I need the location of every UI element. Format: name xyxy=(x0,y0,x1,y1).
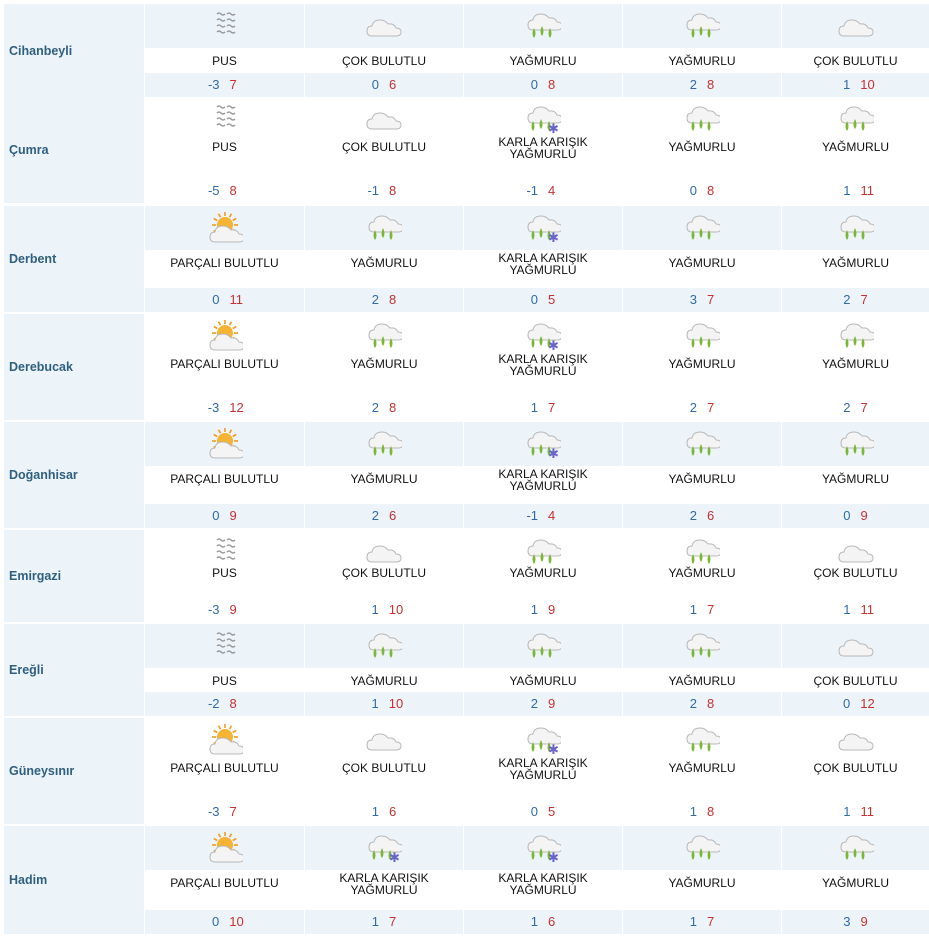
forecast-cell xyxy=(623,97,781,203)
max-temp: 6 xyxy=(548,914,556,929)
rain-icon xyxy=(525,536,561,568)
temperature-range xyxy=(464,77,622,92)
min-temp: -1 xyxy=(367,183,379,198)
temperature-range xyxy=(623,696,781,711)
temperature-range xyxy=(782,914,929,929)
forecast-cell xyxy=(305,530,463,622)
temperature-range xyxy=(782,183,929,198)
temperature-range xyxy=(782,696,929,711)
cloud-icon xyxy=(366,724,402,756)
min-temp: 3 xyxy=(689,292,697,307)
forecast-cell xyxy=(305,718,463,824)
rain-icon xyxy=(684,630,720,662)
max-temp: 10 xyxy=(229,914,244,929)
forecast-cell xyxy=(623,624,781,716)
rain-icon xyxy=(838,428,874,460)
condition-label: PUS xyxy=(212,674,237,688)
condition-label: YAĞMURLU xyxy=(668,54,736,68)
temperature-range xyxy=(782,602,929,617)
forecast-cell xyxy=(464,530,622,622)
condition-label: PUS xyxy=(212,566,237,580)
min-temp: 1 xyxy=(530,400,538,415)
svg-text:✱: ✱ xyxy=(548,447,559,460)
cloud-icon xyxy=(366,10,402,42)
condition-label: YAĞMURLU xyxy=(668,357,736,371)
forecast-cell xyxy=(145,530,304,622)
forecast-cell xyxy=(464,826,622,934)
condition-label: PARÇALI BULUTLU xyxy=(170,761,279,775)
max-temp: 7 xyxy=(389,914,397,929)
forecast-cell xyxy=(623,530,781,622)
temperature-range xyxy=(305,602,463,617)
forecast-cell xyxy=(145,826,304,934)
sleet-icon xyxy=(525,103,561,135)
min-temp: -1 xyxy=(526,508,538,523)
rain-icon xyxy=(684,536,720,568)
cloud-icon xyxy=(838,10,874,42)
temperature-range xyxy=(782,508,929,523)
min-temp: 3 xyxy=(843,914,851,929)
condition-label: PARÇALI BULUTLU xyxy=(170,876,279,890)
min-temp: 2 xyxy=(843,400,851,415)
condition-label: PARÇALI BULUTLU xyxy=(170,357,279,371)
min-temp: 1 xyxy=(689,804,697,819)
max-temp: 7 xyxy=(548,400,556,415)
sleet-icon xyxy=(525,832,561,864)
rain-icon xyxy=(684,724,720,756)
svg-text:✱: ✱ xyxy=(548,231,559,244)
max-temp: 9 xyxy=(548,602,556,617)
min-temp: -3 xyxy=(207,400,220,415)
condition-label: YAĞMURLU xyxy=(509,566,577,580)
temperature-range xyxy=(782,400,929,415)
cloud-icon xyxy=(838,630,874,662)
forecast-cell xyxy=(623,314,781,420)
fog-icon xyxy=(207,536,243,568)
min-temp: 1 xyxy=(371,914,379,929)
condition-label: ÇOK BULUTLU xyxy=(813,566,898,580)
max-temp: 10 xyxy=(388,602,404,617)
temperature-range xyxy=(464,183,622,198)
partly-cloudy-icon xyxy=(207,212,243,244)
max-temp: 7 xyxy=(707,292,715,307)
rain-icon xyxy=(684,428,720,460)
condition-label: ÇOK BULUTLU xyxy=(341,140,427,154)
temperature-range xyxy=(464,696,622,711)
min-temp: 2 xyxy=(843,292,851,307)
min-temp: 0 xyxy=(843,508,851,523)
condition-label: ÇOK BULUTLU xyxy=(341,566,427,580)
min-temp: 0 xyxy=(530,804,538,819)
forecast-cell xyxy=(145,624,304,716)
temperature-range xyxy=(305,292,463,307)
partly-cloudy-icon xyxy=(207,832,243,864)
forecast-cell xyxy=(305,4,463,97)
forecast-cell xyxy=(782,97,929,203)
max-temp: 5 xyxy=(548,292,556,307)
forecast-cell xyxy=(305,314,463,420)
forecast-cell xyxy=(782,206,929,312)
min-temp: 1 xyxy=(371,602,379,617)
svg-text:✱: ✱ xyxy=(548,339,559,352)
min-temp: 1 xyxy=(843,804,851,819)
condition-label: ÇOK BULUTLU xyxy=(341,761,427,775)
min-temp: 1 xyxy=(371,696,379,711)
temperature-range xyxy=(464,292,622,307)
forecast-cell xyxy=(782,4,929,97)
condition-label: YAĞMURLU xyxy=(668,876,736,890)
sleet-icon xyxy=(525,724,561,756)
max-temp: 12 xyxy=(860,696,875,711)
forecast-cell xyxy=(464,4,622,97)
min-temp: 2 xyxy=(689,400,697,415)
condition-label: YAĞMURLU xyxy=(668,674,736,688)
condition-label: ÇOK BULUTLU xyxy=(341,54,427,68)
forecast-cell xyxy=(782,718,929,824)
min-temp: 0 xyxy=(212,508,220,523)
max-temp: 10 xyxy=(388,696,404,711)
forecast-cell xyxy=(782,422,929,528)
cloud-icon xyxy=(366,103,402,135)
temperature-range xyxy=(145,183,304,198)
max-temp: 4 xyxy=(548,508,556,523)
temperature-range xyxy=(305,696,463,711)
forecast-cell xyxy=(305,206,463,312)
temperature-range xyxy=(145,508,304,523)
cloud-icon xyxy=(366,536,402,568)
min-temp: 1 xyxy=(689,914,697,929)
min-temp: 2 xyxy=(689,508,697,523)
condition-label: YAĞMURLU xyxy=(668,472,736,486)
condition-label: YAĞMURLU xyxy=(668,256,736,270)
temperature-range xyxy=(464,602,622,617)
condition-label: KARLA KARIŞIK YAĞMURLU xyxy=(498,135,588,161)
rain-icon xyxy=(838,832,874,864)
min-temp: 0 xyxy=(212,914,220,929)
max-temp: 6 xyxy=(389,77,397,92)
rain-icon xyxy=(838,320,874,352)
rain-icon xyxy=(838,212,874,244)
min-temp: 1 xyxy=(530,914,538,929)
max-temp: 5 xyxy=(548,804,556,819)
max-temp: 4 xyxy=(548,183,556,198)
max-temp: 7 xyxy=(229,804,237,819)
min-temp: -3 xyxy=(207,602,220,617)
max-temp: 9 xyxy=(860,508,868,523)
condition-label: PARÇALI BULUTLU xyxy=(170,256,279,270)
forecast-cell xyxy=(145,718,304,824)
max-temp: 6 xyxy=(389,508,397,523)
max-temp: 9 xyxy=(229,508,237,523)
forecast-cell xyxy=(782,624,929,716)
max-temp: 9 xyxy=(860,914,868,929)
forecast-cell xyxy=(145,422,304,528)
temperature-range xyxy=(305,77,463,92)
max-temp: 7 xyxy=(860,400,868,415)
max-temp: 11 xyxy=(860,183,874,198)
forecast-cell xyxy=(623,206,781,312)
forecast-cell xyxy=(623,718,781,824)
max-temp: 12 xyxy=(229,400,244,415)
condition-label: KARLA KARIŞIK YAĞMURLU xyxy=(498,871,588,897)
forecast-cell xyxy=(464,624,622,716)
forecast-cell xyxy=(623,4,781,97)
svg-text:✱: ✱ xyxy=(548,851,559,864)
min-temp: 2 xyxy=(689,696,697,711)
min-temp: -5 xyxy=(207,183,220,198)
rain-icon xyxy=(366,320,402,352)
temperature-range xyxy=(623,77,781,92)
rain-icon xyxy=(525,10,561,42)
temperature-range xyxy=(145,602,304,617)
condition-label: YAĞMURLU xyxy=(821,357,890,371)
max-temp: 8 xyxy=(389,183,397,198)
condition-label: KARLA KARIŞIK YAĞMURLU xyxy=(498,251,588,277)
min-temp: -3 xyxy=(207,804,220,819)
forecast-cell xyxy=(782,314,929,420)
condition-label: YAĞMURLU xyxy=(509,54,577,68)
rain-icon xyxy=(684,10,720,42)
forecast-cell xyxy=(464,422,622,528)
forecast-cell xyxy=(305,624,463,716)
city-name[interactable]: Doğanhisar xyxy=(4,422,144,528)
min-temp: -2 xyxy=(207,696,220,711)
max-temp: 6 xyxy=(389,804,397,819)
temperature-range xyxy=(464,804,622,819)
min-temp: 0 xyxy=(530,292,538,307)
max-temp: 8 xyxy=(229,696,237,711)
sleet-icon xyxy=(525,320,561,352)
city-name[interactable]: Ereğli xyxy=(4,624,144,716)
min-temp: 1 xyxy=(530,602,538,617)
min-temp: 2 xyxy=(530,696,538,711)
min-temp: 1 xyxy=(689,602,697,617)
condition-label: ÇOK BULUTLU xyxy=(813,674,898,688)
min-temp: 0 xyxy=(212,292,220,307)
forecast-cell xyxy=(305,422,463,528)
max-temp: 7 xyxy=(707,602,715,617)
condition-label: PARÇALI BULUTLU xyxy=(170,472,279,486)
forecast-cell xyxy=(782,530,929,622)
forecast-cell xyxy=(145,314,304,420)
max-temp: 7 xyxy=(229,77,237,92)
temperature-range xyxy=(305,183,463,198)
max-temp: 11 xyxy=(860,804,874,819)
temperature-range xyxy=(145,696,304,711)
condition-label: YAĞMURLU xyxy=(821,472,890,486)
min-temp: 2 xyxy=(689,77,697,92)
temperature-range xyxy=(782,77,929,92)
forecast-cell xyxy=(464,206,622,312)
temperature-range xyxy=(145,292,304,307)
min-temp: 1 xyxy=(371,804,379,819)
fog-icon xyxy=(207,630,243,662)
temperature-range xyxy=(623,804,781,819)
max-temp: 8 xyxy=(389,400,397,415)
condition-label: YAĞMURLU xyxy=(350,357,418,371)
partly-cloudy-icon xyxy=(207,428,243,460)
rain-icon xyxy=(366,630,402,662)
min-temp: 1 xyxy=(843,183,851,198)
temperature-range xyxy=(623,292,781,307)
condition-label: KARLA KARIŞIK YAĞMURLU xyxy=(498,467,588,493)
condition-label: KARLA KARIŞIK YAĞMURLU xyxy=(498,352,588,378)
condition-label: YAĞMURLU xyxy=(350,674,418,688)
temperature-range xyxy=(145,77,304,92)
min-temp: 2 xyxy=(371,292,379,307)
condition-label: ÇOK BULUTLU xyxy=(813,54,898,68)
min-temp: 1 xyxy=(843,77,851,92)
fog-icon xyxy=(207,10,243,42)
min-temp: -3 xyxy=(207,77,220,92)
sleet-icon xyxy=(525,212,561,244)
max-temp: 7 xyxy=(707,400,715,415)
temperature-range xyxy=(145,914,304,929)
condition-label: YAĞMURLU xyxy=(821,140,890,154)
rain-icon xyxy=(838,103,874,135)
partly-cloudy-icon xyxy=(207,320,243,352)
forecast-cell xyxy=(623,826,781,934)
cloud-icon xyxy=(838,724,874,756)
rain-icon xyxy=(366,428,402,460)
min-temp: 0 xyxy=(689,183,697,198)
temperature-range xyxy=(623,183,781,198)
temperature-range xyxy=(145,804,304,819)
max-temp: 11 xyxy=(860,602,874,617)
rain-icon xyxy=(525,630,561,662)
rain-icon xyxy=(684,212,720,244)
rain-icon xyxy=(366,212,402,244)
max-temp: 10 xyxy=(860,77,875,92)
svg-text:✱: ✱ xyxy=(548,743,559,756)
condition-label: YAĞMURLU xyxy=(821,256,890,270)
forecast-cell xyxy=(623,422,781,528)
temperature-range xyxy=(782,292,929,307)
condition-label: PUS xyxy=(212,54,237,68)
temperature-range xyxy=(305,914,463,929)
max-temp: 11 xyxy=(229,292,243,307)
max-temp: 9 xyxy=(229,602,237,617)
min-temp: -1 xyxy=(526,183,538,198)
temperature-range xyxy=(623,914,781,929)
sleet-icon xyxy=(525,428,561,460)
max-temp: 8 xyxy=(707,77,715,92)
max-temp: 8 xyxy=(707,696,715,711)
temperature-range xyxy=(464,400,622,415)
partly-cloudy-icon xyxy=(207,724,243,756)
condition-label: YAĞMURLU xyxy=(509,674,577,688)
max-temp: 8 xyxy=(548,77,556,92)
temperature-range xyxy=(305,508,463,523)
max-temp: 9 xyxy=(548,696,556,711)
forecast-cell xyxy=(305,826,463,934)
temperature-range xyxy=(623,400,781,415)
city-name[interactable]: Emirgazi xyxy=(4,530,144,622)
city-name[interactable]: Çumra xyxy=(4,97,144,203)
rain-icon xyxy=(684,103,720,135)
max-temp: 7 xyxy=(860,292,868,307)
max-temp: 6 xyxy=(707,508,715,523)
max-temp: 7 xyxy=(707,914,715,929)
city-name[interactable]: Cihanbeyli xyxy=(4,4,144,97)
sleet-icon xyxy=(366,832,402,864)
temperature-range xyxy=(464,914,622,929)
city-name[interactable]: Güneysınır xyxy=(4,718,144,824)
condition-label: YAĞMURLU xyxy=(668,761,736,775)
condition-label: YAĞMURLU xyxy=(350,256,418,270)
condition-label: YAĞMURLU xyxy=(350,472,418,486)
temperature-range xyxy=(623,508,781,523)
svg-text:✱: ✱ xyxy=(548,122,559,135)
forecast-cell xyxy=(464,97,622,203)
condition-label: YAĞMURLU xyxy=(668,566,736,580)
min-temp: 0 xyxy=(843,696,851,711)
min-temp: 2 xyxy=(371,508,379,523)
fog-icon xyxy=(207,103,243,135)
condition-label: KARLA KARIŞIK YAĞMURLU xyxy=(339,871,429,897)
min-temp: 0 xyxy=(371,77,379,92)
min-temp: 0 xyxy=(530,77,538,92)
city-name[interactable]: Derbent xyxy=(4,206,144,312)
temperature-range xyxy=(464,508,622,523)
condition-label: PUS xyxy=(212,140,237,154)
forecast-cell xyxy=(145,206,304,312)
condition-label: KARLA KARIŞIK YAĞMURLU xyxy=(498,756,588,782)
temperature-range xyxy=(782,804,929,819)
forecast-cell xyxy=(145,4,304,97)
city-name[interactable]: Hadim xyxy=(4,826,144,934)
min-temp: 2 xyxy=(371,400,379,415)
forecast-cell xyxy=(782,826,929,934)
cloud-icon xyxy=(838,536,874,568)
rain-icon xyxy=(684,320,720,352)
rain-icon xyxy=(684,832,720,864)
max-temp: 8 xyxy=(707,183,715,198)
max-temp: 8 xyxy=(707,804,715,819)
condition-label: YAĞMURLU xyxy=(668,140,736,154)
forecast-cell xyxy=(464,718,622,824)
forecast-cell xyxy=(464,314,622,420)
temperature-range xyxy=(305,804,463,819)
condition-label: ÇOK BULUTLU xyxy=(813,761,898,775)
forecast-cell xyxy=(145,97,304,203)
max-temp: 8 xyxy=(229,183,237,198)
svg-text:✱: ✱ xyxy=(389,851,400,864)
temperature-range xyxy=(145,400,304,415)
condition-label: YAĞMURLU xyxy=(821,876,890,890)
city-name[interactable]: Derebucak xyxy=(4,314,144,420)
forecast-cell xyxy=(305,97,463,203)
temperature-range xyxy=(305,400,463,415)
temperature-range xyxy=(623,602,781,617)
min-temp: 1 xyxy=(843,602,851,617)
max-temp: 8 xyxy=(389,292,397,307)
